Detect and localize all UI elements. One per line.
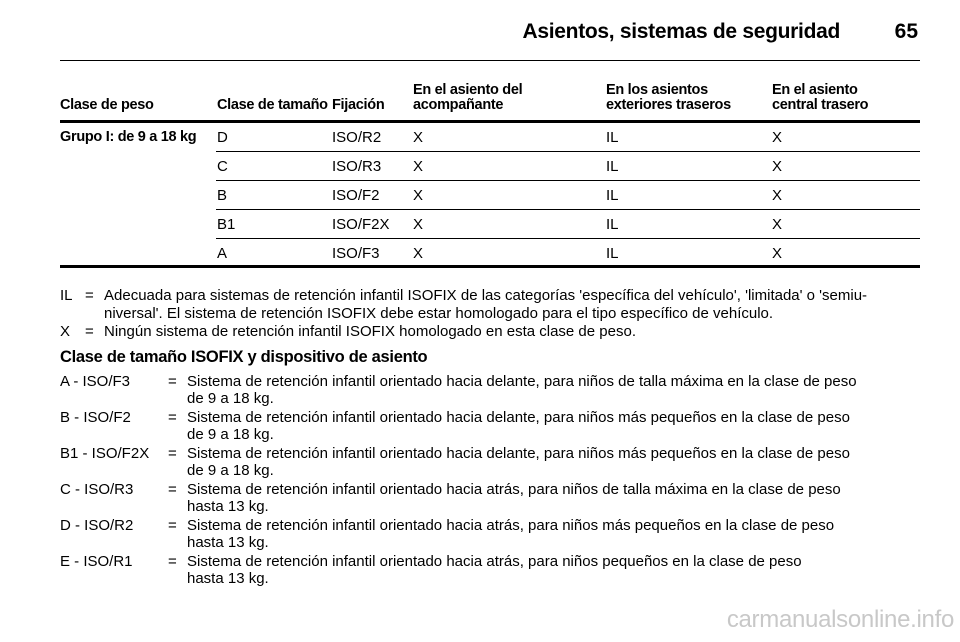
col-header-fixing: Fijación (332, 97, 385, 113)
size-class-key: D - ISO/R2 (60, 517, 134, 534)
size-class-equals: = (168, 481, 177, 498)
watermark: carmanualsonline.info (726, 606, 954, 633)
cell-rear-center: X (772, 216, 783, 233)
size-class-equals: = (168, 445, 177, 462)
cell-rear-outer: IL (606, 216, 619, 233)
cell-fixing: ISO/F2X (332, 216, 390, 233)
cell-front-passenger: X (413, 245, 424, 262)
cell-front-passenger: X (413, 187, 424, 204)
legend-equals: = (85, 287, 94, 304)
description-line: Sistema de retención infantil orientado hacia atrás, para niños más pequeños en la clase de peso (187, 517, 835, 534)
cell-rear-outer: IL (606, 158, 619, 175)
table-row (60, 123, 920, 152)
size-class-description (187, 445, 920, 479)
page-number: 65 (894, 20, 918, 43)
cell-front-passenger: X (413, 129, 424, 146)
legend-item (60, 287, 920, 323)
table-body (60, 123, 920, 268)
description-line: Sistema de retención infantil orientado hacia atrás, para niños pequeños en la clase de peso (187, 553, 802, 570)
description-line: de 9 a 18 kg. (187, 390, 274, 407)
size-class-description (187, 409, 920, 443)
page-header (60, 14, 920, 61)
description-line: hasta 13 kg. (187, 570, 269, 587)
description-line: Sistema de retención infantil orientado hacia delante, para niños más pequeños en la clase de peso (187, 445, 850, 462)
size-class-equals: = (168, 409, 177, 426)
description-line: Sistema de retención infantil orientado hacia atrás, para niños de talla máxima en la clase de peso (187, 481, 841, 498)
size-class-description (187, 517, 920, 551)
page-title: Asientos, sistemas de seguridad (522, 20, 840, 43)
size-class-item (60, 445, 920, 479)
description-line: hasta 13 kg. (187, 498, 269, 515)
table-row (60, 152, 920, 181)
size-class-equals: = (168, 373, 177, 390)
cell-rear-center: X (772, 187, 783, 204)
size-class-key: A - ISO/F3 (60, 373, 131, 390)
size-class-equals: = (168, 517, 177, 534)
size-class-list (60, 373, 920, 589)
table-header (60, 80, 920, 123)
cell-fixing: ISO/F2 (332, 187, 380, 204)
table-row (60, 181, 920, 210)
cell-weight-class: Grupo I: de 9 a 18 kg (60, 129, 197, 145)
cell-size-class: C (217, 158, 228, 175)
legend-key: IL (60, 287, 73, 304)
legend-text: Ningún sistema de retención infantil ISOFIX homologado en esta clase de peso. (104, 323, 636, 340)
size-class-description (187, 373, 920, 407)
legend-equals: = (85, 323, 94, 340)
size-class-description (187, 553, 920, 587)
cell-rear-outer: IL (606, 187, 619, 204)
row-divider (60, 265, 920, 268)
cell-fixing: ISO/R3 (332, 158, 382, 175)
size-class-equals: = (168, 553, 177, 570)
isofix-table (60, 80, 920, 268)
legend-key: X (60, 323, 71, 340)
size-class-key: B1 - ISO/F2X (60, 445, 150, 462)
table-row (60, 210, 920, 239)
size-class-item (60, 517, 920, 551)
cell-size-class: D (217, 129, 228, 146)
legend-item (60, 323, 920, 341)
cell-size-class: B1 (217, 216, 236, 233)
size-class-key: C - ISO/R3 (60, 481, 134, 498)
cell-fixing: ISO/F3 (332, 245, 380, 262)
size-class-key: E - ISO/R1 (60, 553, 133, 570)
section-title: Clase de tamaño ISOFIX y dispositivo de asiento (60, 348, 428, 366)
table-legend (60, 287, 920, 341)
description-line: de 9 a 18 kg. (187, 426, 274, 443)
col-header-weight-class: Clase de peso (60, 97, 154, 113)
cell-rear-outer: IL (606, 245, 619, 262)
size-class-item (60, 481, 920, 515)
description-line: Sistema de retención infantil orientado hacia delante, para niños de talla máxima en la clase de peso (187, 373, 857, 390)
description-line: de 9 a 18 kg. (187, 462, 274, 479)
col-header-rear-center: En el asiento central trasero (772, 82, 869, 113)
cell-rear-center: X (772, 129, 783, 146)
description-line: hasta 13 kg. (187, 534, 269, 551)
col-header-rear-outer: En los asientos exteriores traseros (606, 82, 731, 113)
cell-fixing: ISO/R2 (332, 129, 382, 146)
table-row (60, 239, 920, 268)
col-header-front-passenger: En el asiento del acompañante (413, 82, 523, 113)
size-class-item (60, 409, 920, 443)
size-class-description (187, 481, 920, 515)
col-header-size-class: Clase de tamaño (217, 97, 328, 113)
description-line: Sistema de retención infantil orientado hacia delante, para niños más pequeños en la clase de peso (187, 409, 850, 426)
cell-size-class: A (217, 245, 228, 262)
cell-front-passenger: X (413, 216, 424, 233)
legend-text: Adecuada para sistemas de retención infantil ISOFIX de las categorías 'específica del vehículo', 'limitada' o 'semiu-niversal'. El sistema de retención ISOFIX debe estar homologado para el tipo específico de vehículo. (104, 287, 868, 322)
size-class-item (60, 553, 920, 587)
size-class-item (60, 373, 920, 407)
size-class-key: B - ISO/F2 (60, 409, 131, 426)
cell-rear-center: X (772, 158, 783, 175)
cell-rear-center: X (772, 245, 783, 262)
cell-size-class: B (217, 187, 228, 204)
cell-rear-outer: IL (606, 129, 619, 146)
cell-front-passenger: X (413, 158, 424, 175)
